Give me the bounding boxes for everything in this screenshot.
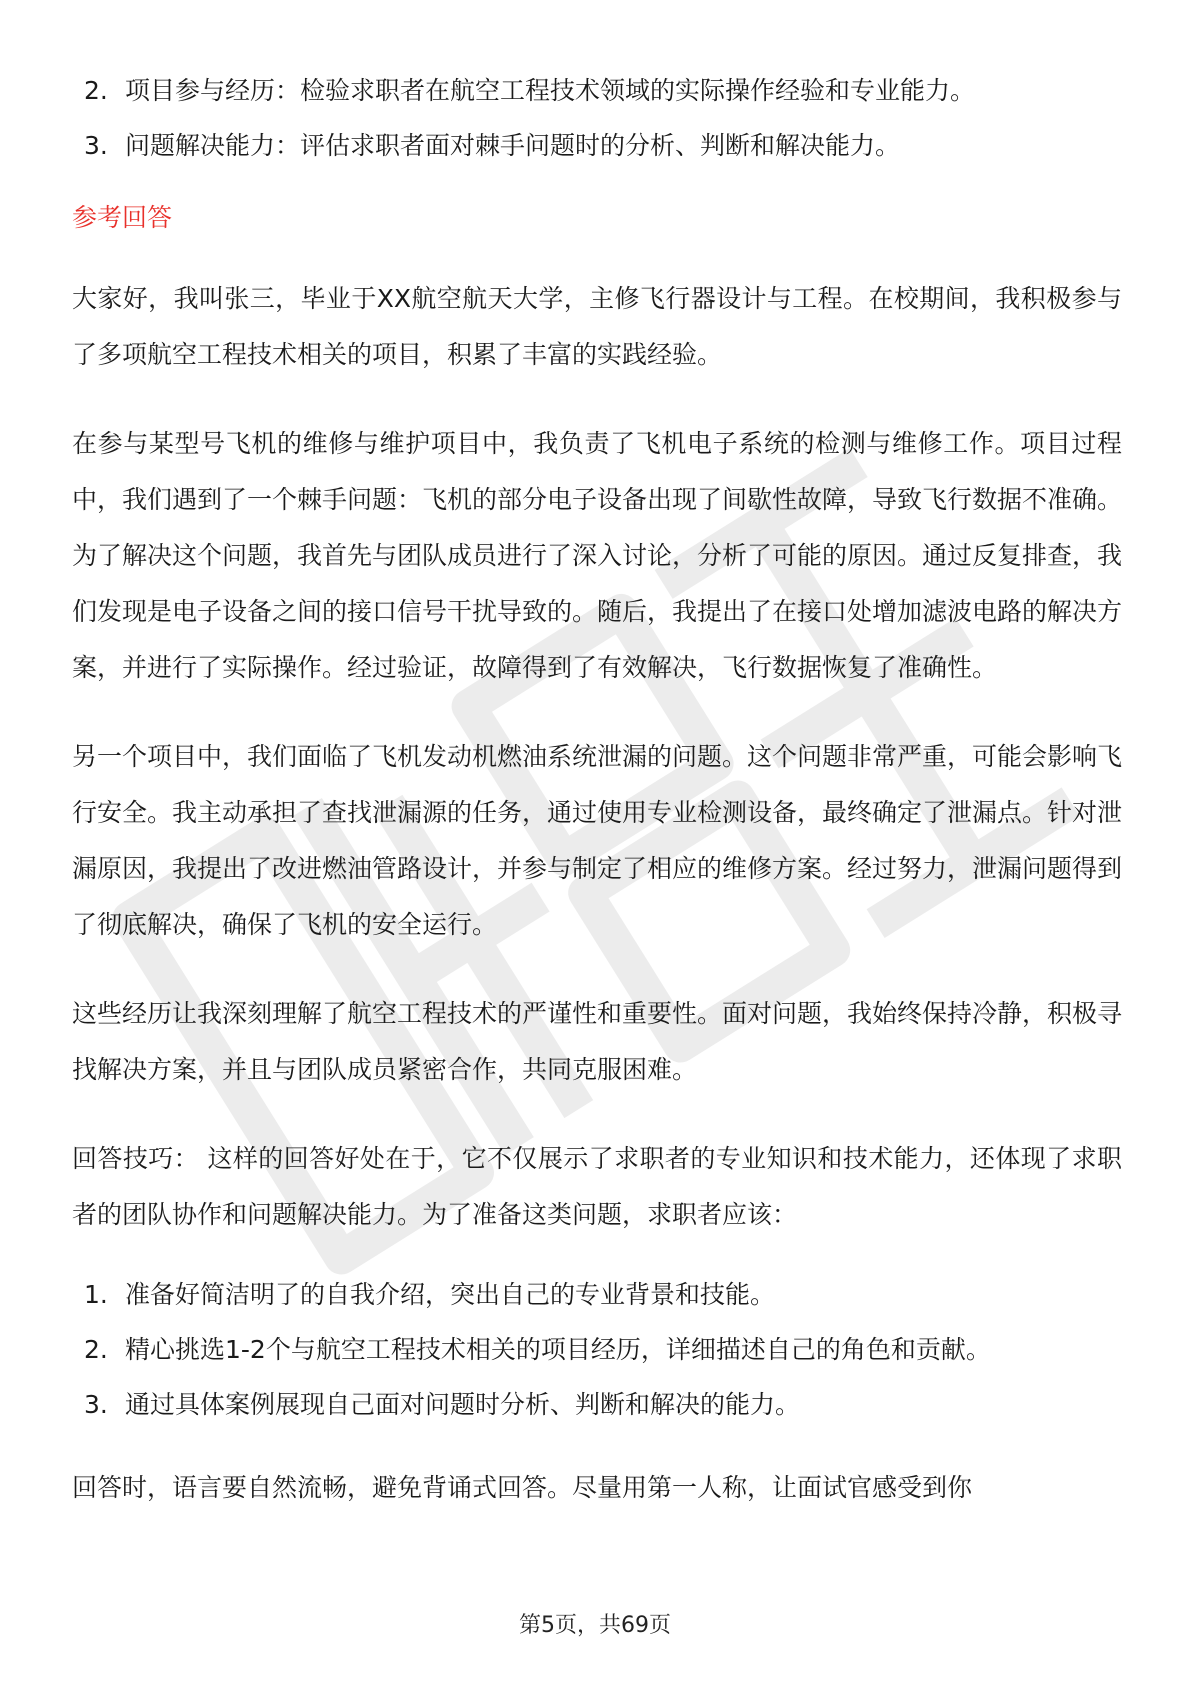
list-text: 项目参与经历：检验求职者在航空工程技术领域的实际操作经验和专业能力。 <box>125 76 976 105</box>
list-number: 2. <box>84 1335 108 1364</box>
list-text: 精心挑选1-2个与航空工程技术相关的项目经历，详细描述自己的角色和贡献。 <box>125 1335 991 1364</box>
paragraph: 回答技巧： 这样的回答好处在于，它不仅展示了求职者的专业知识和技术能力，还体现了求职者的团队协作和问题解决能力。为了准备这类问题，求职者应该： <box>72 1144 1122 1229</box>
list-item <box>72 1386 1122 1424</box>
paragraph: 在参与某型号飞机的维修与维护项目中，我负责了飞机电子系统的检测与维修工作。项目过程中，我们遇到了一个棘手问题：飞机的部分电子设备出现了间歇性故障，导致飞行数据不准确。为了解决这个问题，我首先与团队成员进行了深入讨论，分析了可能的原因。通过反复排查，我们发现是电子设备之间的接口信号干扰导致的。随后，我提出了在接口处增加滤波电路的解决方案，并进行了实际操作。经过验证，故障得到了有效解决，飞行数据恢复了准确性。 <box>72 429 1123 682</box>
list-text: 通过具体案例展现自己面对问题时分析、判断和解决的能力。 <box>125 1390 801 1419</box>
list-item <box>72 127 1122 165</box>
list-number: 3. <box>84 1390 108 1419</box>
closing-paragraph: 回答时，语言要自然流畅，避免背诵式回答。尽量用第一人称，让面试官感受到你 <box>72 1473 973 1502</box>
paragraph: 这些经历让我深刻理解了航空工程技术的严谨性和重要性。面对问题，我始终保持冷静，积极寻找解决方案，并且与团队成员紧密合作，共同克服困难。 <box>72 999 1123 1084</box>
tips-list <box>72 1276 1122 1424</box>
page-footer: 第5页，共69页 <box>519 1613 671 1638</box>
document-content <box>72 72 1122 1549</box>
list-number: 3. <box>84 131 108 160</box>
list-number: 1. <box>84 1280 108 1309</box>
paragraph: 另一个项目中，我们面临了飞机发动机燃油系统泄漏的问题。这个问题非常严重，可能会影响飞行安全。我主动承担了查找泄漏源的任务，通过使用专业检测设备，最终确定了泄漏点。针对泄漏原因，我提出了改进燃油管路设计，并参与制定了相应的维修方案。经过努力，泄漏问题得到了彻底解决，确保了飞机的安全运行。 <box>72 742 1123 939</box>
list-item <box>72 72 1122 110</box>
list-item <box>72 1276 1122 1314</box>
paragraph: 大家好，我叫张三，毕业于XX航空航天大学，主修飞行器设计与工程。在校期间，我积极参与了多项航空工程技术相关的项目，积累了丰富的实践经验。 <box>72 284 1122 369</box>
list-text: 问题解决能力：评估求职者面对棘手问题时的分析、判断和解决能力。 <box>125 131 901 160</box>
list-item <box>72 1331 1122 1369</box>
list-text: 准备好简洁明了的自我介绍，突出自己的专业背景和技能。 <box>125 1280 776 1309</box>
intro-list <box>72 72 1122 165</box>
list-number: 2. <box>84 76 108 105</box>
section-heading: 参考回答 <box>72 203 173 232</box>
